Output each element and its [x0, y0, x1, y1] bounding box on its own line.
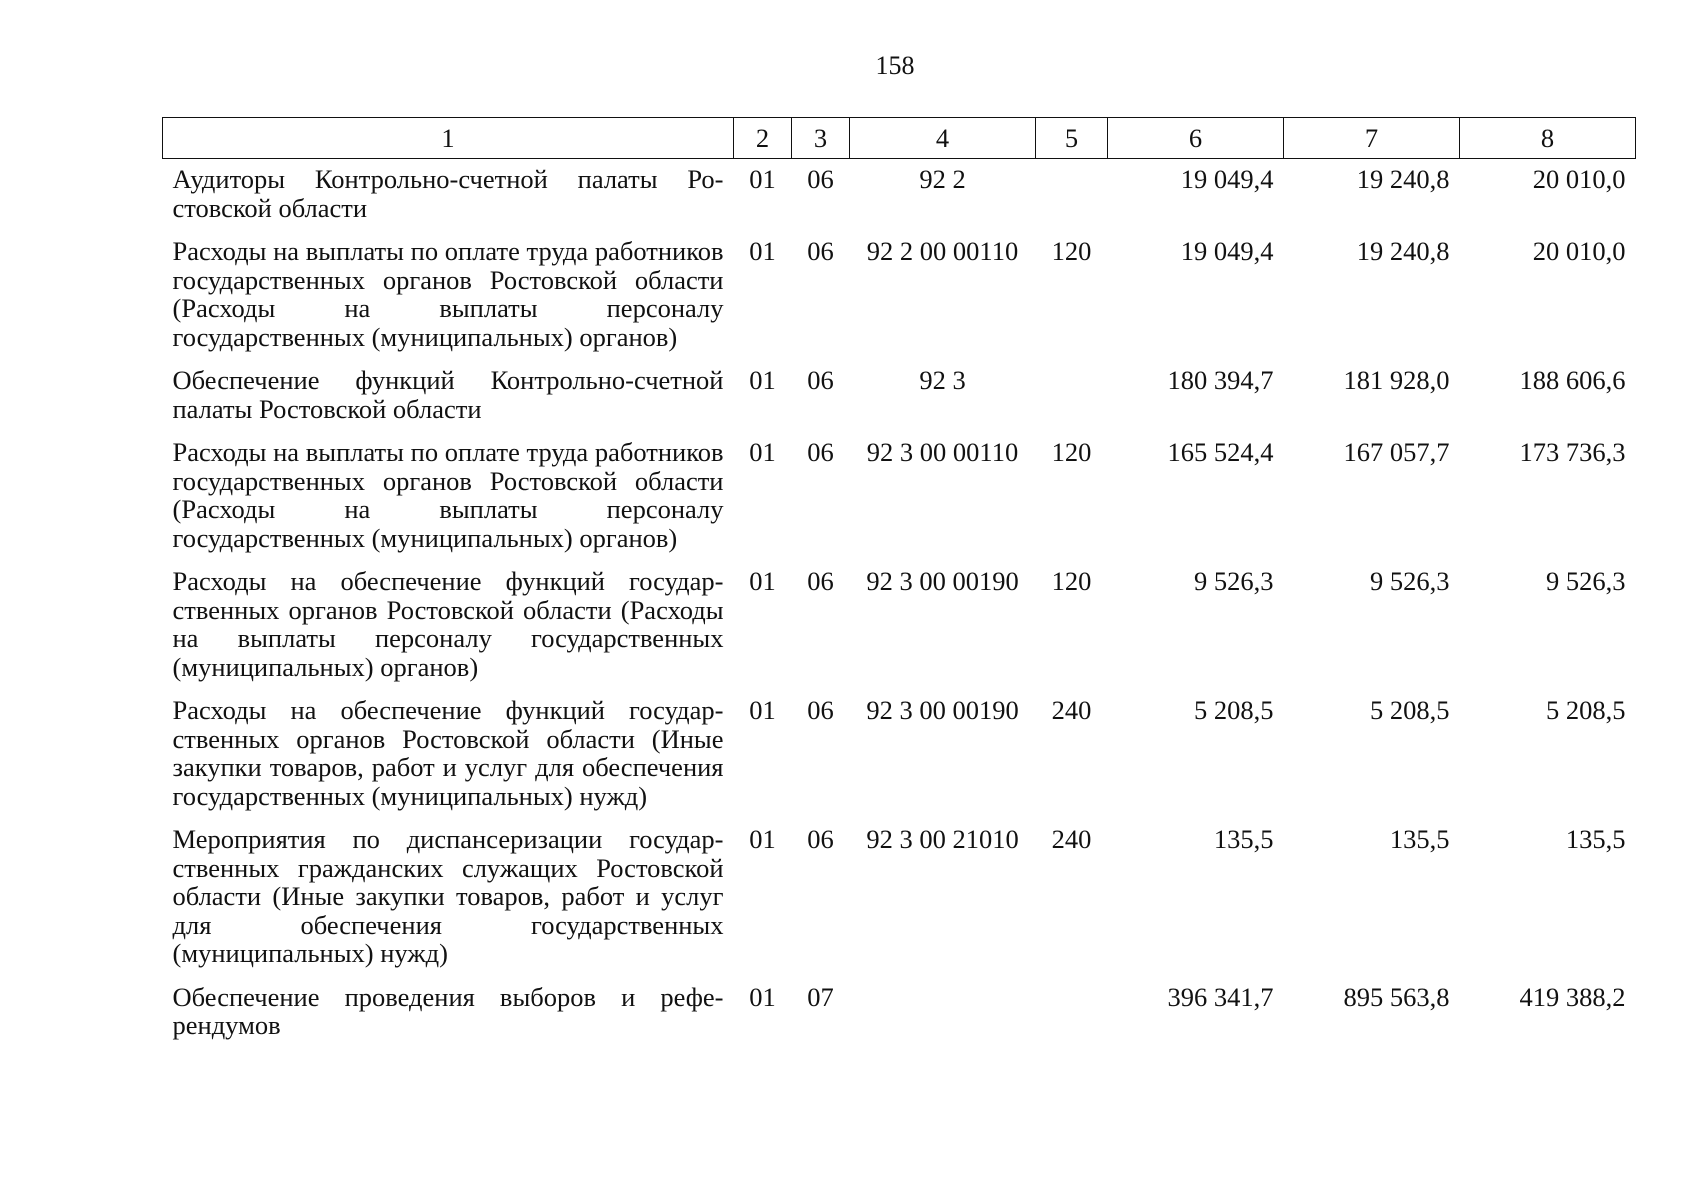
header-cell-1: 1 — [163, 118, 734, 159]
amount-col-7: 167 057,7 — [1343, 437, 1450, 467]
amount-col-6: 19 049,4 — [1180, 164, 1274, 194]
page-number: 158 — [875, 51, 915, 80]
header-cell-4: 4 — [850, 118, 1036, 159]
expense-type-code — [1036, 360, 1108, 432]
target-article-code: 92 3 00 21010 — [866, 824, 1019, 854]
section-code: 01 — [749, 365, 776, 395]
amount-col-8: 135,5 — [1565, 824, 1626, 854]
subsection-code: 06 — [807, 236, 834, 266]
amount-col-6: 165 524,4 — [1167, 437, 1274, 467]
amount-col-7: 895 563,8 — [1343, 981, 1450, 1012]
amount-col-7: 19 240,8 — [1356, 164, 1450, 194]
subsection-code: 06 — [807, 566, 834, 596]
subsection-code: 06 — [807, 824, 834, 854]
expense-type-code: 120 — [1051, 566, 1092, 596]
amount-col-8: 20 010,0 — [1532, 236, 1626, 266]
amount-col-7: 19 240,8 — [1356, 236, 1450, 266]
budget-table — [162, 117, 1636, 1049]
target-article-code: 92 2 — [919, 164, 966, 194]
section-code: 01 — [749, 437, 776, 467]
table-row — [163, 819, 1636, 977]
expense-type-code: 120 — [1051, 236, 1092, 266]
expense-name: Расходы на обеспечение функций государственных органов Ростовской области (Расходы на выплаты персоналу государственных (муниципальных) органов) — [172, 566, 724, 682]
header-cell-8: 8 — [1460, 118, 1636, 159]
amount-col-6: 135,5 — [1213, 824, 1274, 854]
amount-col-6: 180 394,7 — [1167, 365, 1274, 395]
expense-name: Обеспечение проведения выборов и референдумов — [172, 981, 724, 1040]
expense-name: Мероприятия по диспансеризации государственных гражданских служащих Ростовской области (Иные закупки товаров, работ и услуг для обеспечения государственных (муниципальных) нужд) — [172, 824, 724, 968]
expense-name: Расходы на выплаты по оплате труда работников государственных органов Ростовской области (Расходы на выплаты персоналу государственных (муниципальных) органов) — [172, 437, 724, 553]
expense-type-code — [1036, 159, 1108, 232]
amount-col-8: 188 606,6 — [1519, 365, 1626, 395]
section-code: 01 — [749, 824, 776, 854]
section-code: 01 — [749, 981, 776, 1012]
target-article-code: 92 3 — [919, 365, 966, 395]
table-row — [163, 977, 1636, 1049]
subsection-code: 06 — [807, 164, 834, 194]
table-row — [163, 159, 1636, 232]
expense-name: Обеспечение функций Контрольно-счетной палаты Ростовской области — [172, 365, 724, 424]
target-article-code: 92 2 00 00110 — [866, 236, 1019, 266]
target-article-code: 92 3 00 00110 — [866, 437, 1019, 467]
table-row — [163, 432, 1636, 561]
amount-col-8: 9 526,3 — [1546, 566, 1626, 596]
expense-name: Расходы на выплаты по оплате труда работников государственных органов Ростовской области (Расходы на выплаты персоналу государственных (муниципальных) органов) — [172, 236, 724, 352]
section-code: 01 — [749, 164, 776, 194]
amount-col-6: 5 208,5 — [1194, 695, 1274, 725]
subsection-code: 06 — [807, 437, 834, 467]
table-row — [163, 231, 1636, 360]
amount-col-8: 419 388,2 — [1519, 981, 1626, 1012]
subsection-code: 06 — [807, 365, 834, 395]
header-cell-7: 7 — [1284, 118, 1460, 159]
expense-type-code — [1036, 977, 1108, 1049]
section-code: 01 — [749, 236, 776, 266]
table-body — [163, 159, 1636, 1049]
amount-col-6: 396 341,7 — [1167, 981, 1274, 1012]
amount-col-6: 9 526,3 — [1194, 566, 1274, 596]
amount-col-6: 19 049,4 — [1180, 236, 1274, 266]
expense-name: Аудиторы Контрольно-счетной палаты Ростовской области — [172, 164, 724, 223]
expense-type-code: 240 — [1051, 824, 1092, 854]
target-article-code: 92 3 00 00190 — [866, 566, 1019, 596]
header-cell-3: 3 — [792, 118, 850, 159]
table-row — [163, 360, 1636, 432]
header-cell-6: 6 — [1108, 118, 1284, 159]
section-code: 01 — [749, 566, 776, 596]
table-header — [163, 118, 1636, 159]
expense-name: Расходы на обеспечение функций государственных органов Ростовской области (Иные закупки товаров, работ и услуг для обеспечения государственных (муниципальных) нужд) — [172, 695, 724, 811]
header-cell-2: 2 — [734, 118, 792, 159]
header-cell-5: 5 — [1036, 118, 1108, 159]
amount-col-7: 9 526,3 — [1370, 566, 1450, 596]
header-row — [163, 118, 1636, 159]
amount-col-8: 20 010,0 — [1532, 164, 1626, 194]
target-article-code — [850, 977, 1036, 1049]
expense-type-code: 240 — [1051, 695, 1092, 725]
target-article-code: 92 3 00 00190 — [866, 695, 1019, 725]
subsection-code: 07 — [807, 981, 834, 1012]
subsection-code: 06 — [807, 695, 834, 725]
amount-col-8: 173 736,3 — [1519, 437, 1626, 467]
amount-col-7: 181 928,0 — [1343, 365, 1450, 395]
amount-col-8: 5 208,5 — [1546, 695, 1626, 725]
amount-col-7: 135,5 — [1389, 824, 1450, 854]
table-row — [163, 561, 1636, 690]
expense-type-code: 120 — [1051, 437, 1092, 467]
section-code: 01 — [749, 695, 776, 725]
amount-col-7: 5 208,5 — [1370, 695, 1450, 725]
table-row — [163, 690, 1636, 819]
